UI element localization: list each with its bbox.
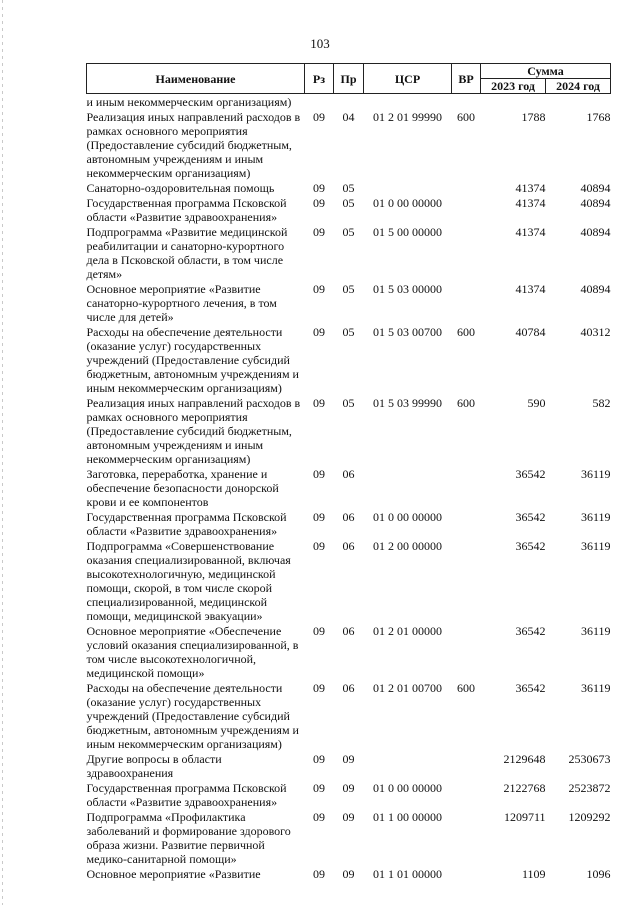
table-row [87, 538, 611, 623]
cell-2024: 40312 [580, 325, 611, 339]
table-row [87, 195, 611, 224]
cell-2023: 2122768 [503, 781, 546, 795]
cell-2024: 2523872 [568, 781, 611, 795]
cell-pr [334, 94, 364, 110]
cell-2023: 41374 [515, 225, 546, 239]
cell-2023: 36542 [515, 539, 546, 553]
cell-csr [364, 94, 452, 110]
cell-rz: 09 [313, 181, 325, 195]
cell-name: Государственная программа Псковской области «Развитие здравоохранения» [86, 781, 287, 809]
cell-2023: 40784 [515, 325, 546, 339]
cell-2024: 1096 [586, 867, 611, 881]
header-2024: 2024 год [546, 79, 611, 94]
cell-name: Подпрограмма «Развитие медицинской реабилитации и санаторно-курортного дела в Псковской области, в том числе детям» [86, 225, 288, 281]
cell-2023: 1209711 [503, 810, 546, 824]
table-row [87, 623, 611, 680]
cell-2024: 36119 [580, 539, 611, 553]
table-row [87, 180, 611, 195]
cell-vr: 600 [457, 325, 475, 339]
header-pr: Пр [334, 64, 364, 94]
cell-vr: 600 [457, 110, 475, 124]
cell-2024: 36119 [580, 681, 611, 695]
cell-2023: 41374 [515, 196, 546, 210]
cell-2024: 1209292 [568, 810, 611, 824]
cell-2024: 36119 [580, 510, 611, 524]
cell-rz: 09 [313, 867, 325, 881]
cell-vr: 600 [457, 396, 475, 410]
cell-rz: 09 [313, 282, 325, 296]
cell-vr [452, 538, 481, 623]
cell-rz: 09 [313, 225, 325, 239]
cell-2024 [546, 94, 611, 110]
cell-pr: 06 [342, 510, 355, 524]
cell-name: Расходы на обеспечение деятельности (оказание услуг) государственных учреждений (Предоставление субсидий бюджетным, автономным учреждениям и иным некоммерческим организациям) [86, 681, 299, 751]
cell-csr: 01 2 00 00000 [373, 539, 442, 553]
cell-csr: 01 0 00 00000 [373, 510, 442, 524]
cell-csr: 01 5 03 00700 [373, 325, 442, 339]
table-row [87, 866, 611, 881]
cell-name: Расходы на обеспечение деятельности (оказание услуг) государственных учреждений (Предоставление субсидий бюджетным, автономным учреждениям и иным некоммерческим организациям) [86, 325, 299, 395]
cell-pr: 04 [342, 110, 355, 124]
table-row [87, 780, 611, 809]
cell-rz: 09 [313, 110, 325, 124]
cell-pr: 09 [342, 781, 355, 795]
cell-pr: 09 [342, 867, 355, 881]
cell-csr: 01 0 00 00000 [373, 781, 442, 795]
cell-vr [452, 195, 481, 224]
cell-vr [452, 509, 481, 538]
cell-name: Санаторно-оздоровительная помощь [86, 181, 275, 195]
cell-name: Основное мероприятие «Обеспечение условий оказания специализированной, в том числе высокотехнологичной, медицинской помощи» [86, 624, 299, 680]
cell-rz: 09 [313, 681, 325, 695]
cell-csr [364, 180, 452, 195]
cell-pr: 06 [342, 539, 355, 553]
cell-vr [452, 751, 481, 780]
cell-2024: 40894 [580, 282, 611, 296]
header-csr: ЦСР [364, 64, 452, 94]
cell-rz [305, 94, 334, 110]
scan-edge-artifact [2, 0, 3, 905]
table-row [87, 94, 611, 110]
cell-pr: 06 [342, 681, 355, 695]
cell-rz: 09 [313, 752, 325, 766]
table-row [87, 509, 611, 538]
table-row [87, 109, 611, 180]
cell-vr [452, 866, 481, 881]
cell-csr: 01 5 03 99990 [373, 396, 442, 410]
cell-name: Подпрограмма «Профилактика заболеваний и формирование здорового образа жизни. Развитие первичной медико-санитарной помощи» [86, 810, 291, 866]
cell-rz: 09 [313, 624, 325, 638]
cell-csr [364, 466, 452, 509]
cell-pr: 05 [342, 225, 355, 239]
table-row [87, 324, 611, 395]
cell-pr: 05 [342, 196, 355, 210]
cell-2023: 590 [527, 396, 546, 410]
cell-csr: 01 5 00 00000 [373, 225, 442, 239]
cell-pr: 05 [342, 181, 355, 195]
cell-pr: 06 [342, 624, 355, 638]
cell-csr [364, 751, 452, 780]
cell-csr: 01 0 00 00000 [373, 196, 442, 210]
cell-name: Заготовка, переработка, хранение и обеспечение безопасности донорской крови и ее компонентов [86, 467, 279, 509]
cell-2024: 582 [592, 396, 611, 410]
cell-2023: 1109 [521, 867, 546, 881]
cell-rz: 09 [313, 810, 325, 824]
cell-csr: 01 2 01 99990 [373, 110, 442, 124]
cell-rz: 09 [313, 396, 325, 410]
cell-csr: 01 1 01 00000 [373, 867, 442, 881]
cell-2023 [481, 94, 546, 110]
cell-pr: 09 [342, 752, 355, 766]
cell-2023: 36542 [515, 467, 546, 481]
cell-vr [452, 466, 481, 509]
cell-csr: 01 5 03 00000 [373, 282, 442, 296]
cell-name: Другие вопросы в области здравоохранения [86, 752, 222, 780]
cell-2023: 41374 [515, 282, 546, 296]
cell-vr [452, 780, 481, 809]
cell-rz: 09 [313, 325, 325, 339]
cell-vr [452, 809, 481, 866]
cell-name: Основное мероприятие «Развитие [86, 867, 261, 881]
cell-2024: 40894 [580, 196, 611, 210]
cell-name: Государственная программа Псковской области «Развитие здравоохранения» [86, 196, 287, 224]
cell-pr: 06 [342, 467, 355, 481]
cell-2024: 2530673 [568, 752, 611, 766]
cell-rz: 09 [313, 467, 325, 481]
cell-name: Реализация иных направлений расходов в рамках основного мероприятия (Предоставление субсидий бюджетным, автономным учреждениям и иным некоммерческим организациям) [86, 110, 301, 180]
cell-name: Государственная программа Псковской области «Развитие здравоохранения» [86, 510, 287, 538]
cell-vr [452, 94, 481, 110]
cell-2023: 1788 [521, 110, 546, 124]
cell-vr [452, 224, 481, 281]
cell-2023: 36542 [515, 681, 546, 695]
table-row [87, 224, 611, 281]
cell-2023: 2129648 [503, 752, 546, 766]
cell-csr: 01 2 01 00000 [373, 624, 442, 638]
cell-vr: 600 [457, 681, 475, 695]
table-row [87, 809, 611, 866]
table-row [87, 466, 611, 509]
cell-rz: 09 [313, 196, 325, 210]
cell-2024: 1768 [586, 110, 611, 124]
table-row [87, 281, 611, 324]
cell-csr: 01 2 01 00700 [373, 681, 442, 695]
cell-pr: 05 [342, 325, 355, 339]
cell-name: и иным некоммерческим организациям) [86, 95, 292, 109]
cell-pr: 05 [342, 396, 355, 410]
table-row [87, 395, 611, 466]
header-rz: Рз [305, 64, 334, 94]
table-row [87, 680, 611, 751]
page-number: 103 [310, 36, 330, 51]
cell-2024: 40894 [580, 225, 611, 239]
cell-rz: 09 [313, 510, 325, 524]
header-vr: ВР [452, 64, 481, 94]
budget-table [86, 63, 611, 881]
cell-2024: 36119 [580, 624, 611, 638]
cell-csr: 01 1 00 00000 [373, 810, 442, 824]
cell-pr: 05 [342, 282, 355, 296]
cell-vr [452, 281, 481, 324]
cell-name: Реализация иных направлений расходов в рамках основного мероприятия (Предоставление субсидий бюджетным, автономным учреждениям и иным некоммерческим организациям) [86, 396, 301, 466]
table-row [87, 751, 611, 780]
cell-2023: 36542 [515, 510, 546, 524]
header-2023: 2023 год [481, 79, 546, 94]
cell-vr [452, 623, 481, 680]
table-body [87, 94, 611, 882]
cell-2023: 41374 [515, 181, 546, 195]
cell-rz: 09 [313, 539, 325, 553]
cell-2024: 36119 [580, 467, 611, 481]
header-name: Наименование [87, 64, 305, 94]
cell-pr: 09 [342, 810, 355, 824]
cell-2024: 40894 [580, 181, 611, 195]
cell-name: Основное мероприятие «Развитие санаторно-курортного лечения, в том числе для детей» [86, 282, 277, 324]
cell-name: Подпрограмма «Совершенствование оказания специализированной, включая высокотехнологичную, медицинской помощи, скорой, в том числе скорой специализированной, медицинской помощи, медицинской эвакуации» [86, 539, 291, 623]
cell-vr [452, 180, 481, 195]
cell-2023: 36542 [515, 624, 546, 638]
header-sum: Сумма [481, 64, 611, 79]
cell-rz: 09 [313, 781, 325, 795]
